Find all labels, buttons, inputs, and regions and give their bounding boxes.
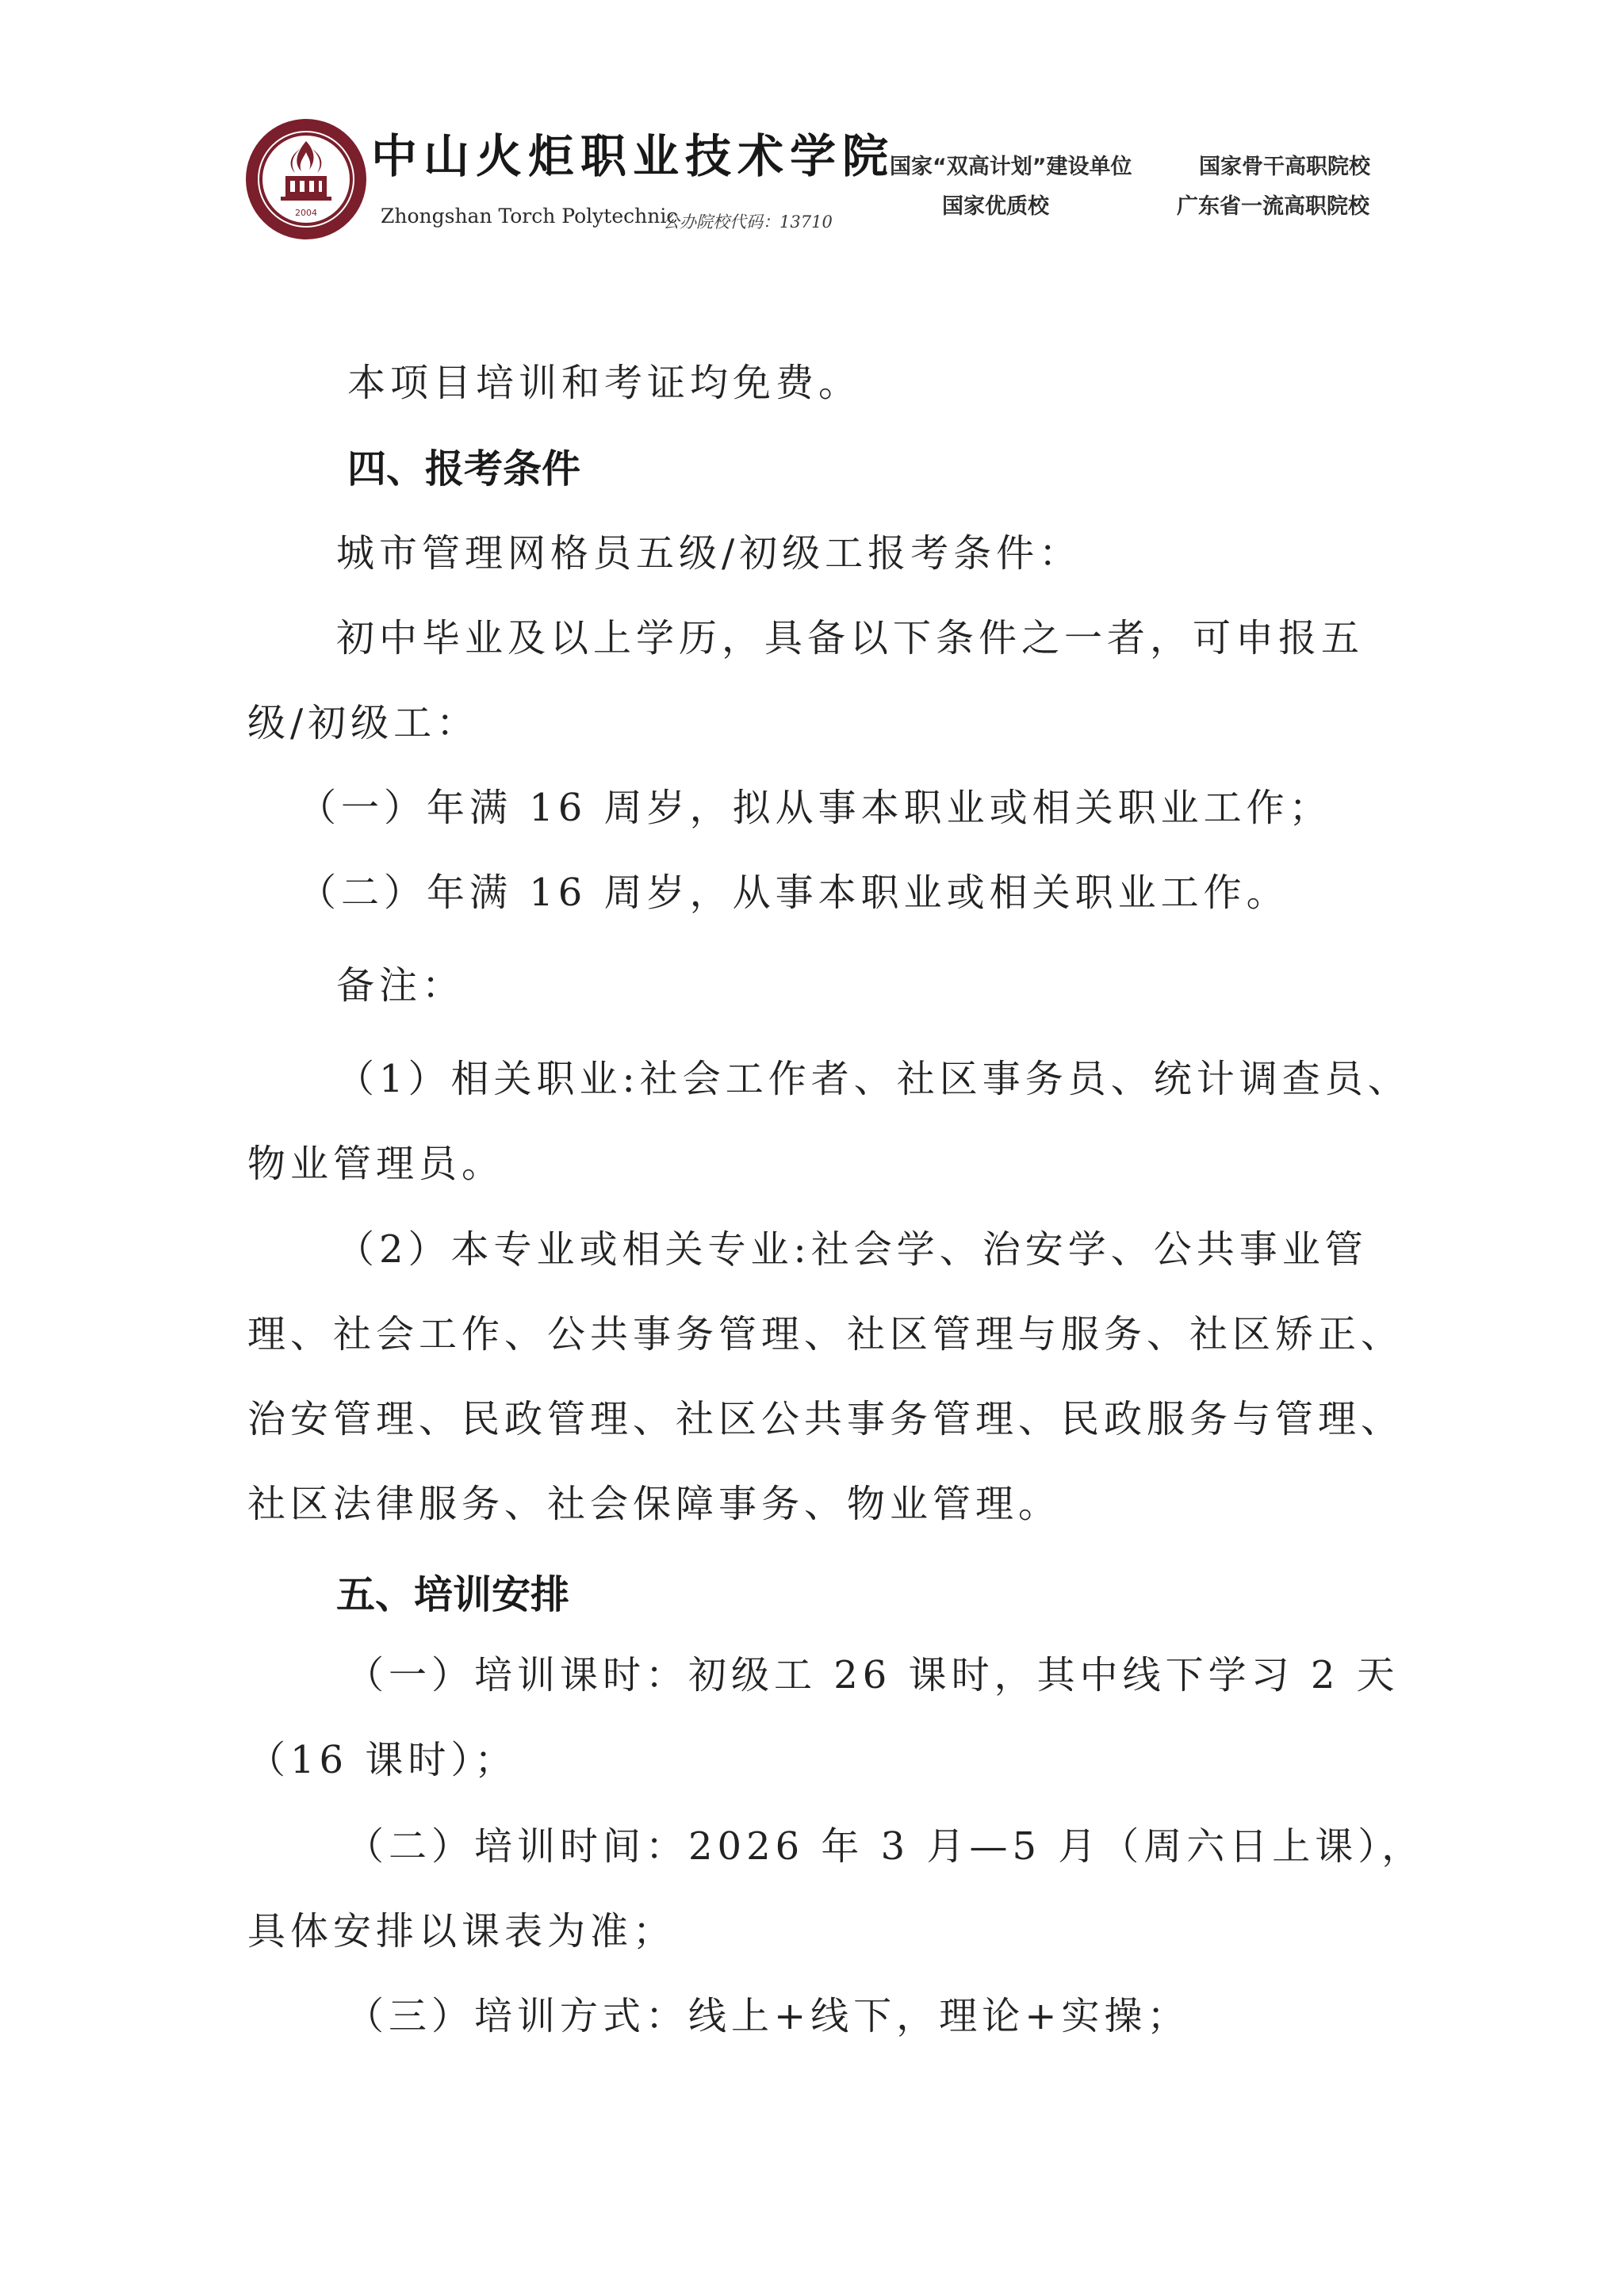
note-item-2 xyxy=(247,1207,1404,1547)
text-line: （一）培训课时：初级工 26 课时，其中线下学习 2 天 xyxy=(346,1653,1400,1697)
condition-item-2 xyxy=(298,851,1434,936)
condition-item-1 xyxy=(298,766,1434,851)
text-line: 社区法律服务、社会保障事务、物业管理。 xyxy=(247,1482,1062,1526)
honor-national-key-college: 国家骨干高职院校 xyxy=(1199,155,1370,179)
training-item-1 xyxy=(247,1633,1400,1803)
note-item-1 xyxy=(247,1037,1411,1207)
honor-double-high-plan: 国家“双高计划”建设单位 xyxy=(890,155,1132,179)
text-line: 级/初级工： xyxy=(247,701,480,745)
honor-national-quality-school: 国家优质校 xyxy=(942,194,1049,219)
honor-guangdong-first-class: 广东省一流高职院校 xyxy=(1177,194,1369,219)
training-item-2 xyxy=(247,1804,1425,1974)
text-line: 备注： xyxy=(336,963,465,1008)
school-name-english: Zhongshan Torch Polytechnic xyxy=(381,205,678,228)
text-line: （二）培训时间：2026 年 3 月—5 月（周六日上课）， xyxy=(346,1824,1425,1869)
paragraph-condition-requirement xyxy=(247,596,1383,766)
text-line: （三）培训方式：线上+线下，理论+实操； xyxy=(346,1994,1190,2038)
text-line: （16 课时）； xyxy=(247,1738,518,1782)
text-line: 具体安排以课表为准； xyxy=(247,1909,676,1954)
paragraph-note-label xyxy=(336,943,1472,1028)
text-line: 物业管理员。 xyxy=(247,1142,505,1186)
svg-text:2004: 2004 xyxy=(295,208,317,218)
text-line: 初中毕业及以上学历，具备以下条件之一者，可申报五 xyxy=(336,616,1365,660)
section-heading-4: 四、报考条件 xyxy=(347,446,581,492)
text-line: （二）年满 16 周岁，从事本职业或相关职业工作。 xyxy=(298,871,1289,915)
paragraph-condition-title xyxy=(336,511,1472,596)
school-code: 公办院校代码：13710 xyxy=(663,212,833,232)
text-line: （1）相关职业:社会工作者、社区事务员、统计调查员、 xyxy=(336,1057,1411,1101)
text-line: 城市管理网格员五级/初级工报考条件： xyxy=(336,531,1082,576)
text-line: 本项目培训和考证均免费。 xyxy=(347,361,862,405)
training-item-3 xyxy=(346,1974,1481,2059)
text-line: （一）年满 16 周岁，拟从事本职业或相关职业工作； xyxy=(298,786,1332,830)
paragraph-free-training xyxy=(347,341,1483,426)
text-line: 理、社会工作、公共事务管理、社区管理与服务、社区矫正、 xyxy=(247,1312,1404,1357)
text-line: 治安管理、民政管理、社区公共事务管理、民政服务与管理、 xyxy=(247,1397,1404,1441)
school-name-chinese: 中山火炬职业技术学院 xyxy=(371,129,895,183)
section-heading-5: 五、培训安排 xyxy=(336,1572,570,1617)
school-logo xyxy=(244,117,368,241)
text-line: （2）本专业或相关专业:社会学、治安学、公共事业管 xyxy=(336,1227,1368,1272)
